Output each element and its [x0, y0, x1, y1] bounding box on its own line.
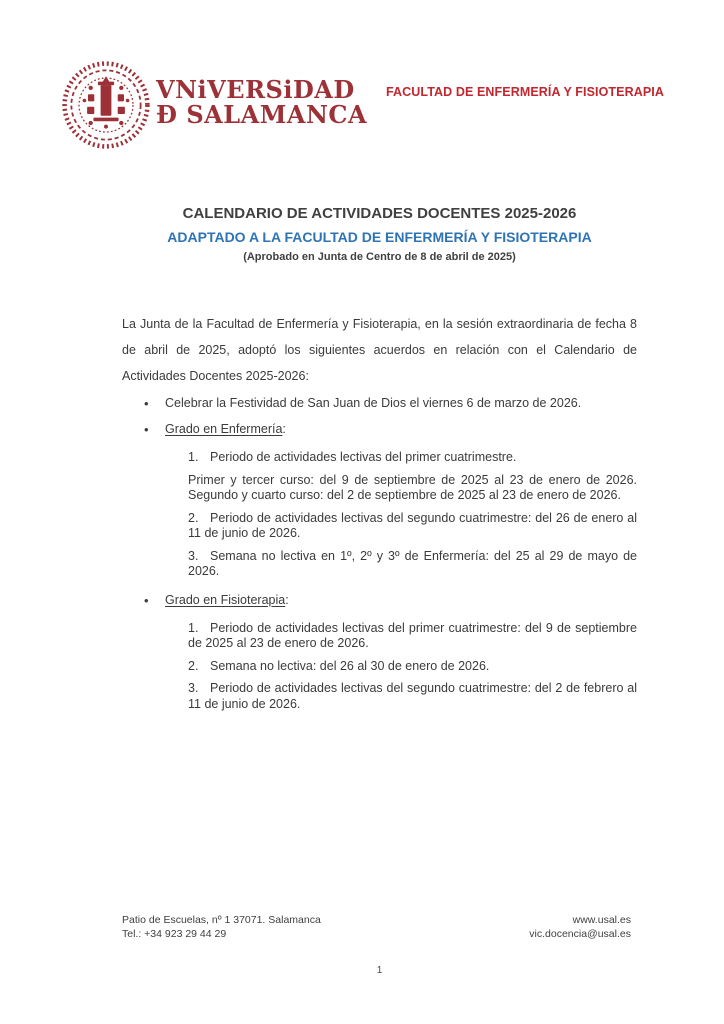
item-text: Periodo de actividades lectivas del primer cuatrimestre. [210, 450, 517, 464]
item-text: Semana no lectiva: del 26 al 30 de enero de 2026. [210, 658, 490, 673]
bullet-festividad: • Celebrar la Festividad de San Juan de Dios el viernes 6 de marzo de 2026. [122, 395, 637, 412]
page-number: 1 [376, 965, 383, 976]
enfermeria-heading-colon: : [282, 422, 286, 436]
item-number: 1. [188, 450, 199, 464]
bullet-heading-enfermeria [122, 421, 637, 438]
detail-line: Primer y tercer curso: del 9 de septiembre de 2025 al 23 de enero de 2026. [188, 472, 637, 487]
footer-phone: Tel.: +34 923 29 44 29 [122, 928, 227, 940]
enfermeria-items [188, 450, 637, 580]
list-item [188, 681, 637, 712]
enfermeria-item1-detail [188, 473, 637, 504]
item-number: 1. [188, 620, 199, 635]
approval-note: (Aprobado en Junta de Centro de 8 de abril de 2025) [243, 251, 516, 263]
university-seal-icon [61, 60, 151, 150]
footer-web: www.usal.es [572, 914, 631, 926]
university-wordmark [156, 77, 367, 127]
footer-address-line1: Patio de Escuelas, nº 1 37071. Salamanca [122, 914, 321, 926]
faculty-label: FACULTAD DE ENFERMERÍA Y FISIOTERAPIA [385, 85, 664, 99]
detail-line: Segundo y cuarto curso: del 2 de septiembre de 2025 al 23 de enero de 2026. [188, 488, 621, 502]
wordmark-line1: VNiVERSiDAD [156, 75, 355, 104]
footer-address [122, 913, 321, 941]
page-subtitle: ADAPTADO A LA FACULTAD DE ENFERMERÍA Y FISIOTERAPIA [167, 229, 592, 245]
item-number: 2. [188, 510, 199, 525]
list-item [188, 621, 637, 652]
item-text: Periodo de actividades lectivas del primer cuatrimestre: del 9 de septiembre de 2025 al 23 de enero de 2026. [188, 620, 637, 650]
item-text: Periodo de actividades lectivas del segundo cuatrimestre: del 26 de enero al 11 de junio de 2026. [188, 510, 637, 540]
item-number: 2. [188, 658, 199, 673]
list-item [188, 450, 637, 466]
page-title: CALENDARIO DE ACTIVIDADES DOCENTES 2025-2026 [182, 205, 577, 222]
item-number: 3. [188, 548, 199, 563]
footer-contact [529, 913, 631, 941]
fisioterapia-heading: Grado en Fisioterapia [165, 592, 286, 607]
item-number: 3. [188, 681, 199, 695]
fisioterapia-items [188, 621, 637, 713]
bullet-heading-fisioterapia [122, 592, 637, 609]
footer-email: vic.docencia@usal.es [529, 928, 631, 940]
intro-paragraph: La Junta de la Facultad de Enfermería y Fisioterapia, en la sesión extraordinaria de fecha 8 de abril de 2025, adoptó los siguientes acuerdos en relación con el Calendario de Actividades Docentes 2025-2026: [122, 317, 637, 383]
enfermeria-heading: Grado en Enfermería [165, 422, 283, 436]
item-text: Semana no lectiva en 1º, 2º y 3º de Enfermería: del 25 al 29 de mayo de 2026. [188, 548, 637, 578]
fisioterapia-heading-colon: : [285, 592, 289, 607]
document-content [122, 205, 637, 724]
list-item [188, 549, 637, 580]
item-text: Periodo de actividades lectivas del segundo cuatrimestre: del 2 de febrero al 11 de junio de 2026. [188, 681, 637, 711]
list-item [188, 659, 637, 675]
list-item [188, 511, 637, 542]
wordmark-line2: Ð SALAMANCA [156, 100, 368, 129]
